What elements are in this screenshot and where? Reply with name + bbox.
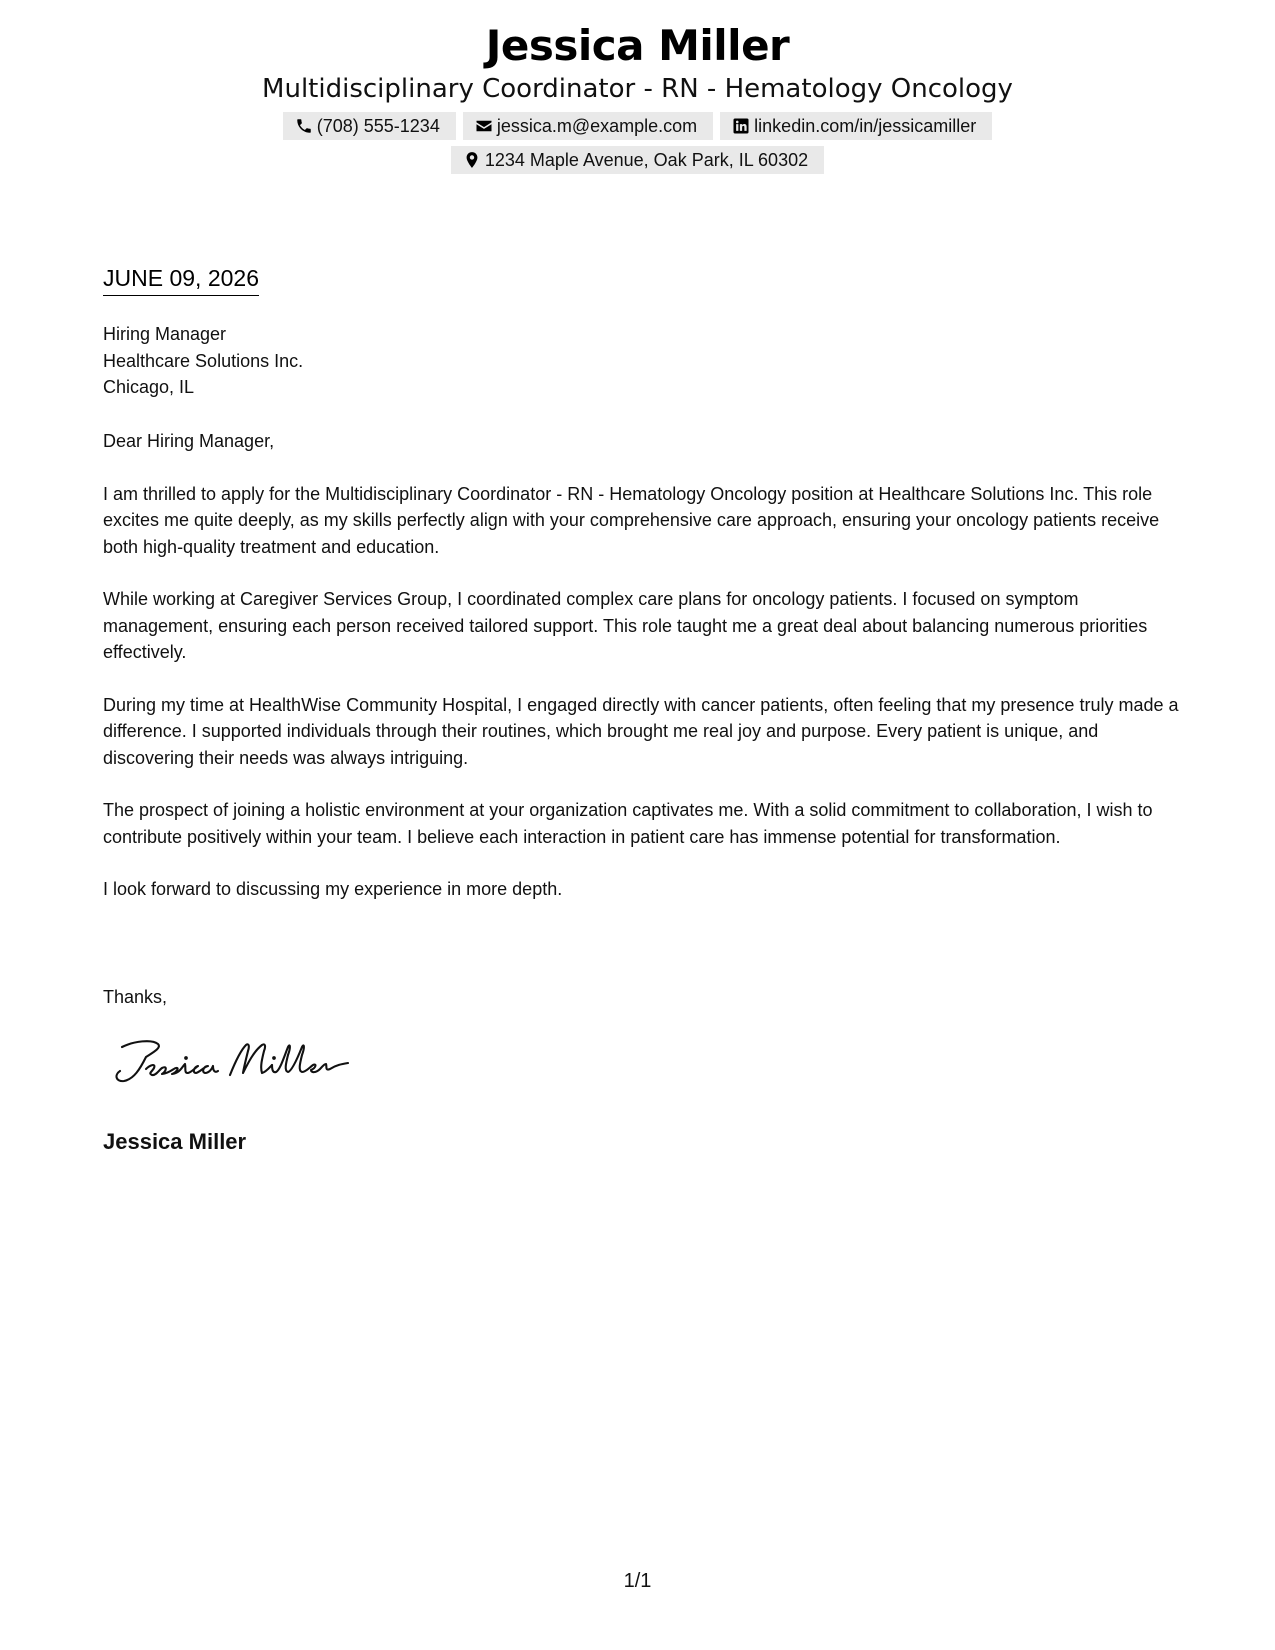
letter-header xyxy=(0,18,1275,174)
phone-icon xyxy=(295,117,313,135)
body-paragraph: The prospect of joining a holistic environment at your organization captivates me. With a solid commitment to collaboration, I wish to contribute positively within your team. I believe each interaction in patient care has immense potential for transformation. xyxy=(103,800,1153,847)
recipient-name: Hiring Manager xyxy=(103,324,227,344)
contact-row-secondary xyxy=(0,146,1275,174)
map-marker-icon xyxy=(463,151,481,169)
signature-image xyxy=(112,1035,352,1091)
recipient-block xyxy=(103,321,303,401)
closing: Thanks, xyxy=(103,987,168,1007)
email-text: jessica.m@example.com xyxy=(496,115,698,136)
body-paragraph: During my time at HealthWise Community Hospital, I engaged directly with cancer patients, often feeling that my presence truly made a difference. I supported individuals through their routines, which brought me real joy and purpose. Every patient is unique, and discovering their needs was always intriguing. xyxy=(103,694,1179,768)
linkedin-icon xyxy=(732,117,750,135)
body-paragraph: While working at Caregiver Services Group, I coordinated complex care plans for oncology patients. I focused on symptom management, ensuring each person received tailored support. This role taught me a great deal about balancing numerous priorities effectively. xyxy=(103,589,1148,662)
page-number: 1/1 xyxy=(623,1570,652,1592)
salutation: Dear Hiring Manager, xyxy=(103,431,275,451)
phone-text: (708) 555-1234 xyxy=(316,115,440,136)
contact-linkedin[interactable] xyxy=(720,112,992,140)
address-text: 1234 Maple Avenue, Oak Park, IL 60302 xyxy=(484,149,809,170)
envelope-icon xyxy=(475,117,493,135)
job-title: Multidisciplinary Coordinator - RN - Hematology Oncology xyxy=(262,74,1013,104)
letter-body xyxy=(103,428,1183,929)
body-paragraph: I look forward to discussing my experience in more depth. xyxy=(103,879,563,899)
contact-row-primary xyxy=(0,112,1275,140)
contact-address[interactable] xyxy=(451,146,824,174)
recipient-location: Chicago, IL xyxy=(103,377,195,397)
linkedin-text: linkedin.com/in/jessicamiller xyxy=(754,115,977,136)
recipient-company: Healthcare Solutions Inc. xyxy=(103,350,304,371)
letter-date: JUNE 09, 2026 xyxy=(103,262,259,296)
applicant-name: Jessica Miller xyxy=(485,21,790,70)
contact-email[interactable] xyxy=(463,112,713,140)
contact-phone[interactable] xyxy=(283,112,456,140)
body-paragraph: I am thrilled to apply for the Multidisciplinary Coordinator - RN - Hematology Oncology position at Healthcare Solutions Inc. This role excites me quite deeply, as my skills perfectly align with your comprehensive care approach, ensuring your oncology patients receive both high-quality treatment and education. xyxy=(103,483,1160,557)
signer-name: Jessica Miller xyxy=(103,1129,247,1154)
